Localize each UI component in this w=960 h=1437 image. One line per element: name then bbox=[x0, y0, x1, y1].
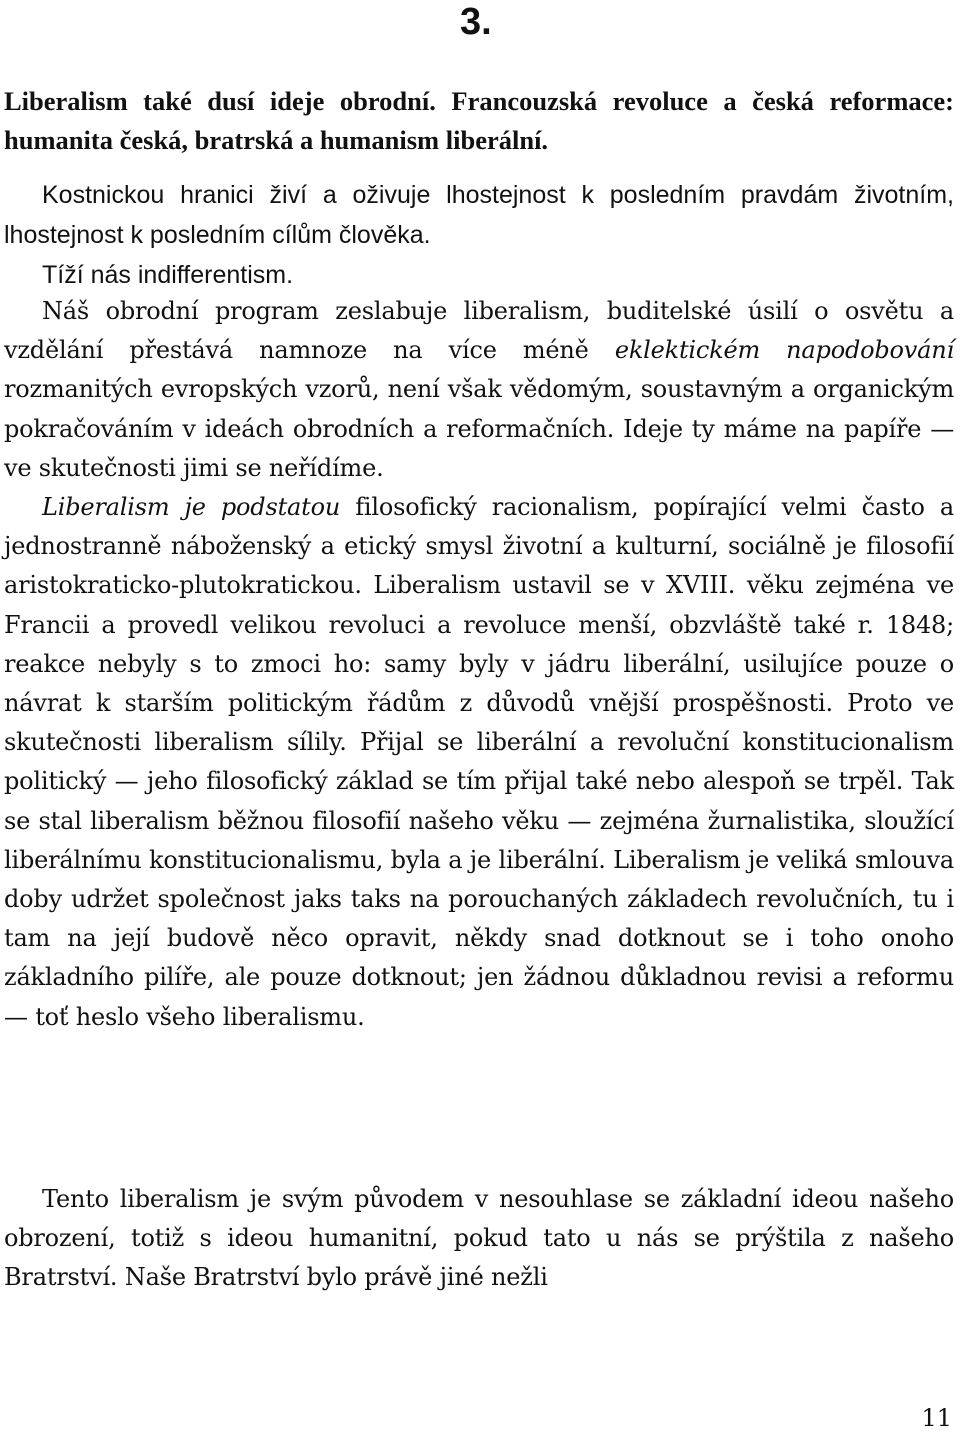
paragraph-2-italic: Liberalism je podstatou bbox=[42, 493, 341, 522]
intro-sentence-1: Kostnickou hranici živí a oživuje lhostejnost k posledním pravdám životním, lhostejnost k posledním cílům člověka. bbox=[4, 181, 954, 249]
chapter-number: 3. bbox=[460, 1, 492, 43]
paragraph-1-text-a: Náš obrodní program zeslabuje liberalism, buditelské úsilí o osvětu a vzdělání přestává namnoze na více méně bbox=[4, 297, 954, 365]
paragraph-1 bbox=[4, 292, 954, 488]
paragraph-1-text-b: rozmanitých evropských vzorů, není však vědomým, soustavným a organickým pokračováním v ideách obrodních a reformačních. Ideje ty máme na papíře — ve skutečnosti jimi se neřídíme. bbox=[4, 375, 954, 482]
paragraph-1-italic: eklektickém napodobování bbox=[614, 336, 954, 365]
page-number: 11 bbox=[921, 1404, 952, 1432]
main-body-text bbox=[4, 292, 954, 1037]
paragraph-2-text: filosofický racionalism, popírající velmi často a jednostranně náboženský a etický smysl životní a kulturní, sociálně je filosofií aristokraticko-plutokratickou. Liberalism ustavil se v XVIII. věku zejména ve Francii a provedl velikou revoluci a revoluce menší, obzvláště také r. 1848; reakce nebyly s to zmoci ho: samy byly v jádru liberální, usilujíce pouze o návrat k starším politickým řádům z důvodů vnější prospěšnosti. Proto ve skutečnosti liberalism sílily. Přijal se liberální a revoluční konstitucionalism politický — jeho filosofický základ se tím přijal také nebo alespoň se trpěl. Tak se stal liberalism běžnou filosofií našeho věku — zejména žurnalistika, sloužící liberálnímu konstitucionalismu, byla a je liberální. Liberalism je veliká smlouva doby udržet společnost jaks taks na porouchaných základech revolučních, tu i tam na její budově něco opravit, někdy snad dotknout se i toho onoho základního pilíře, ale pouze dotknout; jen žádnou důkladnou revisi a reformu — toť heslo všeho liberalismu. bbox=[4, 493, 955, 1031]
intro-text bbox=[4, 175, 954, 295]
chapter-heading: Liberalism také dusí ideje obrodní. Francouzská revoluce a česká reformace: humanita česká, bratrská a humanism liberální. bbox=[4, 86, 954, 155]
intro-sentence-2: Tíží nás indifferentism. bbox=[42, 261, 294, 289]
second-body-text bbox=[4, 1180, 954, 1298]
paragraph-3: Tento liberalism je svým původem v nesouhlase se základní ideou našeho obrození, totiž s ideou humanitní, pokud tato u nás se prýštila z našeho Bratrství. Naše Bratrství bylo právě jiné nežli bbox=[4, 1185, 954, 1292]
paragraph-2 bbox=[4, 488, 954, 1037]
